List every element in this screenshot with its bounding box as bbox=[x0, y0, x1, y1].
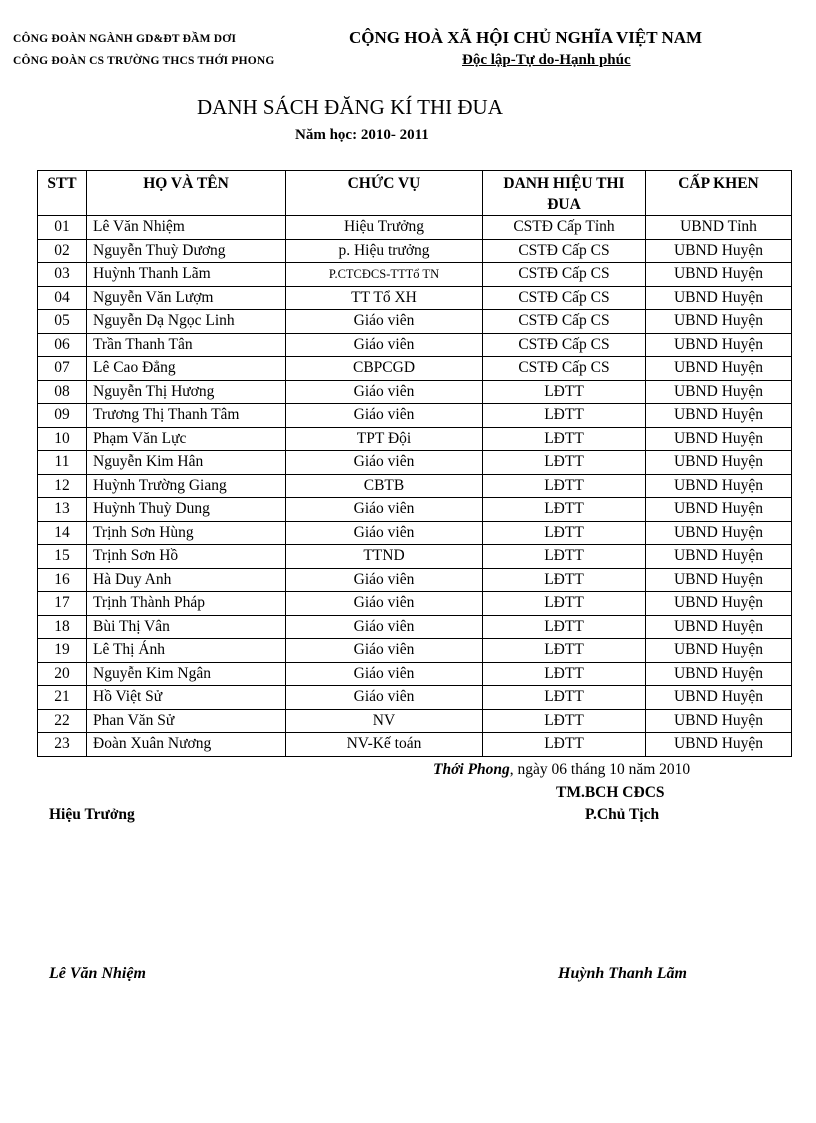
table-row bbox=[38, 239, 792, 263]
cell-title: LĐTT bbox=[483, 686, 646, 710]
cell-title: LĐTT bbox=[483, 404, 646, 428]
cell-position: Giáo viên bbox=[286, 686, 483, 710]
table-row bbox=[38, 310, 792, 334]
nation-title: CỘNG HOÀ XÃ HỘI CHỦ NGHĨA VIỆT NAM bbox=[349, 28, 703, 47]
cell-position: P.CTCĐCS-TTTổ TN bbox=[286, 263, 483, 287]
cell-title: LĐTT bbox=[483, 498, 646, 522]
cell-award-level: UBND Huyện bbox=[646, 427, 792, 451]
cell-name: Lê Cao Đẳng bbox=[87, 357, 286, 381]
cell-position: Giáo viên bbox=[286, 404, 483, 428]
cell-stt: 08 bbox=[38, 380, 87, 404]
header-title: DANH HIỆU THI ĐUA bbox=[483, 171, 646, 216]
org-line-2: CÔNG ĐOÀN CS TRƯỜNG THCS THỚI PHONG bbox=[13, 55, 275, 67]
cell-award-level: UBND Huyện bbox=[646, 615, 792, 639]
table-row bbox=[38, 380, 792, 404]
cell-name: Huỳnh Trường Giang bbox=[87, 474, 286, 498]
left-signer-name: Lê Văn Nhiệm bbox=[49, 965, 146, 982]
cell-stt: 07 bbox=[38, 357, 87, 381]
cell-stt: 11 bbox=[38, 451, 87, 475]
table-row bbox=[38, 427, 792, 451]
cell-title: LĐTT bbox=[483, 615, 646, 639]
registration-table bbox=[37, 170, 792, 757]
cell-name: Trịnh Sơn Hồ bbox=[87, 545, 286, 569]
cell-title: LĐTT bbox=[483, 427, 646, 451]
cell-award-level: UBND Huyện bbox=[646, 568, 792, 592]
cell-award-level: UBND Huyện bbox=[646, 686, 792, 710]
cell-name: Đoàn Xuân Nương bbox=[87, 733, 286, 757]
table-row bbox=[38, 263, 792, 287]
cell-title: CSTĐ Cấp CS bbox=[483, 286, 646, 310]
cell-stt: 10 bbox=[38, 427, 87, 451]
cell-name: Trương Thị Thanh Tâm bbox=[87, 404, 286, 428]
cell-title: CSTĐ Cấp CS bbox=[483, 333, 646, 357]
left-signer-title: Hiệu Trưởng bbox=[49, 806, 135, 823]
cell-name: Lê Văn Nhiệm bbox=[87, 216, 286, 240]
cell-stt: 16 bbox=[38, 568, 87, 592]
cell-position: NV bbox=[286, 709, 483, 733]
cell-award-level: UBND Huyện bbox=[646, 639, 792, 663]
cell-stt: 12 bbox=[38, 474, 87, 498]
table-row bbox=[38, 474, 792, 498]
place-name: Thới Phong bbox=[433, 761, 510, 778]
cell-stt: 09 bbox=[38, 404, 87, 428]
cell-name: Phạm Văn Lực bbox=[87, 427, 286, 451]
cell-name: Bùi Thị Vân bbox=[87, 615, 286, 639]
cell-title: LĐTT bbox=[483, 474, 646, 498]
table-row bbox=[38, 357, 792, 381]
cell-title: LĐTT bbox=[483, 592, 646, 616]
org-line-1: CÔNG ĐOÀN NGÀNH GD&ĐT ĐẦM DƠI bbox=[13, 33, 237, 45]
cell-position: p. Hiệu trưởng bbox=[286, 239, 483, 263]
cell-position: Giáo viên bbox=[286, 451, 483, 475]
cell-award-level: UBND Huyện bbox=[646, 263, 792, 287]
table-row bbox=[38, 662, 792, 686]
rep-line-2: P.Chủ Tịch bbox=[585, 806, 660, 823]
cell-award-level: UBND Huyện bbox=[646, 310, 792, 334]
cell-position: NV-Kế toán bbox=[286, 733, 483, 757]
right-signer-name: Huỳnh Thanh Lãm bbox=[558, 965, 687, 982]
date-line bbox=[433, 761, 690, 779]
cell-name: Lê Thị Ánh bbox=[87, 639, 286, 663]
table-row bbox=[38, 216, 792, 240]
cell-position: Giáo viên bbox=[286, 333, 483, 357]
cell-position: Giáo viên bbox=[286, 568, 483, 592]
cell-position: Giáo viên bbox=[286, 310, 483, 334]
cell-award-level: UBND Huyện bbox=[646, 404, 792, 428]
table-row bbox=[38, 686, 792, 710]
cell-name: Nguyễn Văn Lượm bbox=[87, 286, 286, 310]
table-row bbox=[38, 498, 792, 522]
cell-award-level: UBND Huyện bbox=[646, 709, 792, 733]
cell-name: Nguyễn Kim Ngân bbox=[87, 662, 286, 686]
cell-position: TT Tổ XH bbox=[286, 286, 483, 310]
cell-award-level: UBND Huyện bbox=[646, 333, 792, 357]
cell-name: Nguyễn Thuỳ Dương bbox=[87, 239, 286, 263]
rep-line-1: TM.BCH CĐCS bbox=[556, 784, 665, 801]
cell-title: LĐTT bbox=[483, 568, 646, 592]
table-header-row bbox=[38, 171, 792, 216]
cell-title: LĐTT bbox=[483, 709, 646, 733]
cell-award-level: UBND Huyện bbox=[646, 545, 792, 569]
cell-name: Trịnh Thành Pháp bbox=[87, 592, 286, 616]
header-stt: STT bbox=[38, 171, 87, 216]
document-title: DANH SÁCH ĐĂNG KÍ THI ĐUA bbox=[197, 95, 503, 119]
cell-title: CSTĐ Cấp CS bbox=[483, 239, 646, 263]
cell-stt: 01 bbox=[38, 216, 87, 240]
cell-stt: 14 bbox=[38, 521, 87, 545]
cell-award-level: UBND Huyện bbox=[646, 521, 792, 545]
cell-title: CSTĐ Cấp CS bbox=[483, 263, 646, 287]
cell-stt: 17 bbox=[38, 592, 87, 616]
table-row bbox=[38, 639, 792, 663]
table-row bbox=[38, 333, 792, 357]
cell-name: Nguyễn Dạ Ngọc Linh bbox=[87, 310, 286, 334]
cell-stt: 22 bbox=[38, 709, 87, 733]
cell-name: Phan Văn Sử bbox=[87, 709, 286, 733]
table-row bbox=[38, 709, 792, 733]
cell-award-level: UBND Huyện bbox=[646, 239, 792, 263]
school-year: Năm học: 2010- 2011 bbox=[295, 127, 429, 143]
cell-title: CSTĐ Cấp CS bbox=[483, 357, 646, 381]
cell-title: LĐTT bbox=[483, 639, 646, 663]
cell-stt: 04 bbox=[38, 286, 87, 310]
cell-position: Giáo viên bbox=[286, 615, 483, 639]
cell-award-level: UBND Huyện bbox=[646, 474, 792, 498]
cell-stt: 13 bbox=[38, 498, 87, 522]
table-row bbox=[38, 451, 792, 475]
cell-award-level: UBND Huyện bbox=[646, 286, 792, 310]
cell-award-level: UBND Huyện bbox=[646, 662, 792, 686]
cell-position: TPT Đội bbox=[286, 427, 483, 451]
cell-name: Huỳnh Thuỳ Dung bbox=[87, 498, 286, 522]
cell-position: Hiệu Trưởng bbox=[286, 216, 483, 240]
cell-title: CSTĐ Cấp CS bbox=[483, 310, 646, 334]
cell-name: Nguyễn Kim Hân bbox=[87, 451, 286, 475]
cell-name: Trần Thanh Tân bbox=[87, 333, 286, 357]
table-row bbox=[38, 404, 792, 428]
table-row bbox=[38, 592, 792, 616]
cell-position: Giáo viên bbox=[286, 380, 483, 404]
table-row bbox=[38, 286, 792, 310]
cell-stt: 03 bbox=[38, 263, 87, 287]
cell-stt: 19 bbox=[38, 639, 87, 663]
cell-position: Giáo viên bbox=[286, 639, 483, 663]
header-name: HỌ VÀ TÊN bbox=[87, 171, 286, 216]
cell-name: Hà Duy Anh bbox=[87, 568, 286, 592]
cell-title: LĐTT bbox=[483, 380, 646, 404]
date-text: , ngày 06 tháng 10 năm 2010 bbox=[509, 761, 691, 778]
cell-title: CSTĐ Cấp Tỉnh bbox=[483, 216, 646, 240]
cell-award-level: UBND Huyện bbox=[646, 380, 792, 404]
cell-title: LĐTT bbox=[483, 451, 646, 475]
cell-position: TTND bbox=[286, 545, 483, 569]
table-row bbox=[38, 545, 792, 569]
cell-stt: 21 bbox=[38, 686, 87, 710]
cell-stt: 05 bbox=[38, 310, 87, 334]
cell-stt: 06 bbox=[38, 333, 87, 357]
cell-stt: 15 bbox=[38, 545, 87, 569]
cell-award-level: UBND Huyện bbox=[646, 451, 792, 475]
table-row bbox=[38, 615, 792, 639]
cell-name: Nguyễn Thị Hương bbox=[87, 380, 286, 404]
cell-name: Trịnh Sơn Hùng bbox=[87, 521, 286, 545]
cell-title: LĐTT bbox=[483, 733, 646, 757]
cell-title: LĐTT bbox=[483, 662, 646, 686]
cell-stt: 20 bbox=[38, 662, 87, 686]
cell-title: LĐTT bbox=[483, 545, 646, 569]
cell-award-level: UBND Huyện bbox=[646, 592, 792, 616]
cell-award-level: UBND Huyện bbox=[646, 498, 792, 522]
header-position: CHỨC VỤ bbox=[286, 171, 483, 216]
table-row bbox=[38, 521, 792, 545]
cell-position: Giáo viên bbox=[286, 592, 483, 616]
cell-position: Giáo viên bbox=[286, 521, 483, 545]
header-award-level: CẤP KHEN bbox=[646, 171, 792, 216]
cell-stt: 23 bbox=[38, 733, 87, 757]
cell-position: Giáo viên bbox=[286, 662, 483, 686]
cell-title: LĐTT bbox=[483, 521, 646, 545]
cell-award-level: UBND Huyện bbox=[646, 733, 792, 757]
cell-stt: 02 bbox=[38, 239, 87, 263]
cell-position: CBPCGD bbox=[286, 357, 483, 381]
table-row bbox=[38, 733, 792, 757]
cell-award-level: UBND Tỉnh bbox=[646, 216, 792, 240]
cell-position: CBTB bbox=[286, 474, 483, 498]
cell-stt: 18 bbox=[38, 615, 87, 639]
cell-award-level: UBND Huyện bbox=[646, 357, 792, 381]
table-row bbox=[38, 568, 792, 592]
motto: Độc lập-Tự do-Hạnh phúc bbox=[462, 52, 631, 68]
cell-name: Hồ Việt Sử bbox=[87, 686, 286, 710]
cell-position: Giáo viên bbox=[286, 498, 483, 522]
cell-name: Huỳnh Thanh Lãm bbox=[87, 263, 286, 287]
